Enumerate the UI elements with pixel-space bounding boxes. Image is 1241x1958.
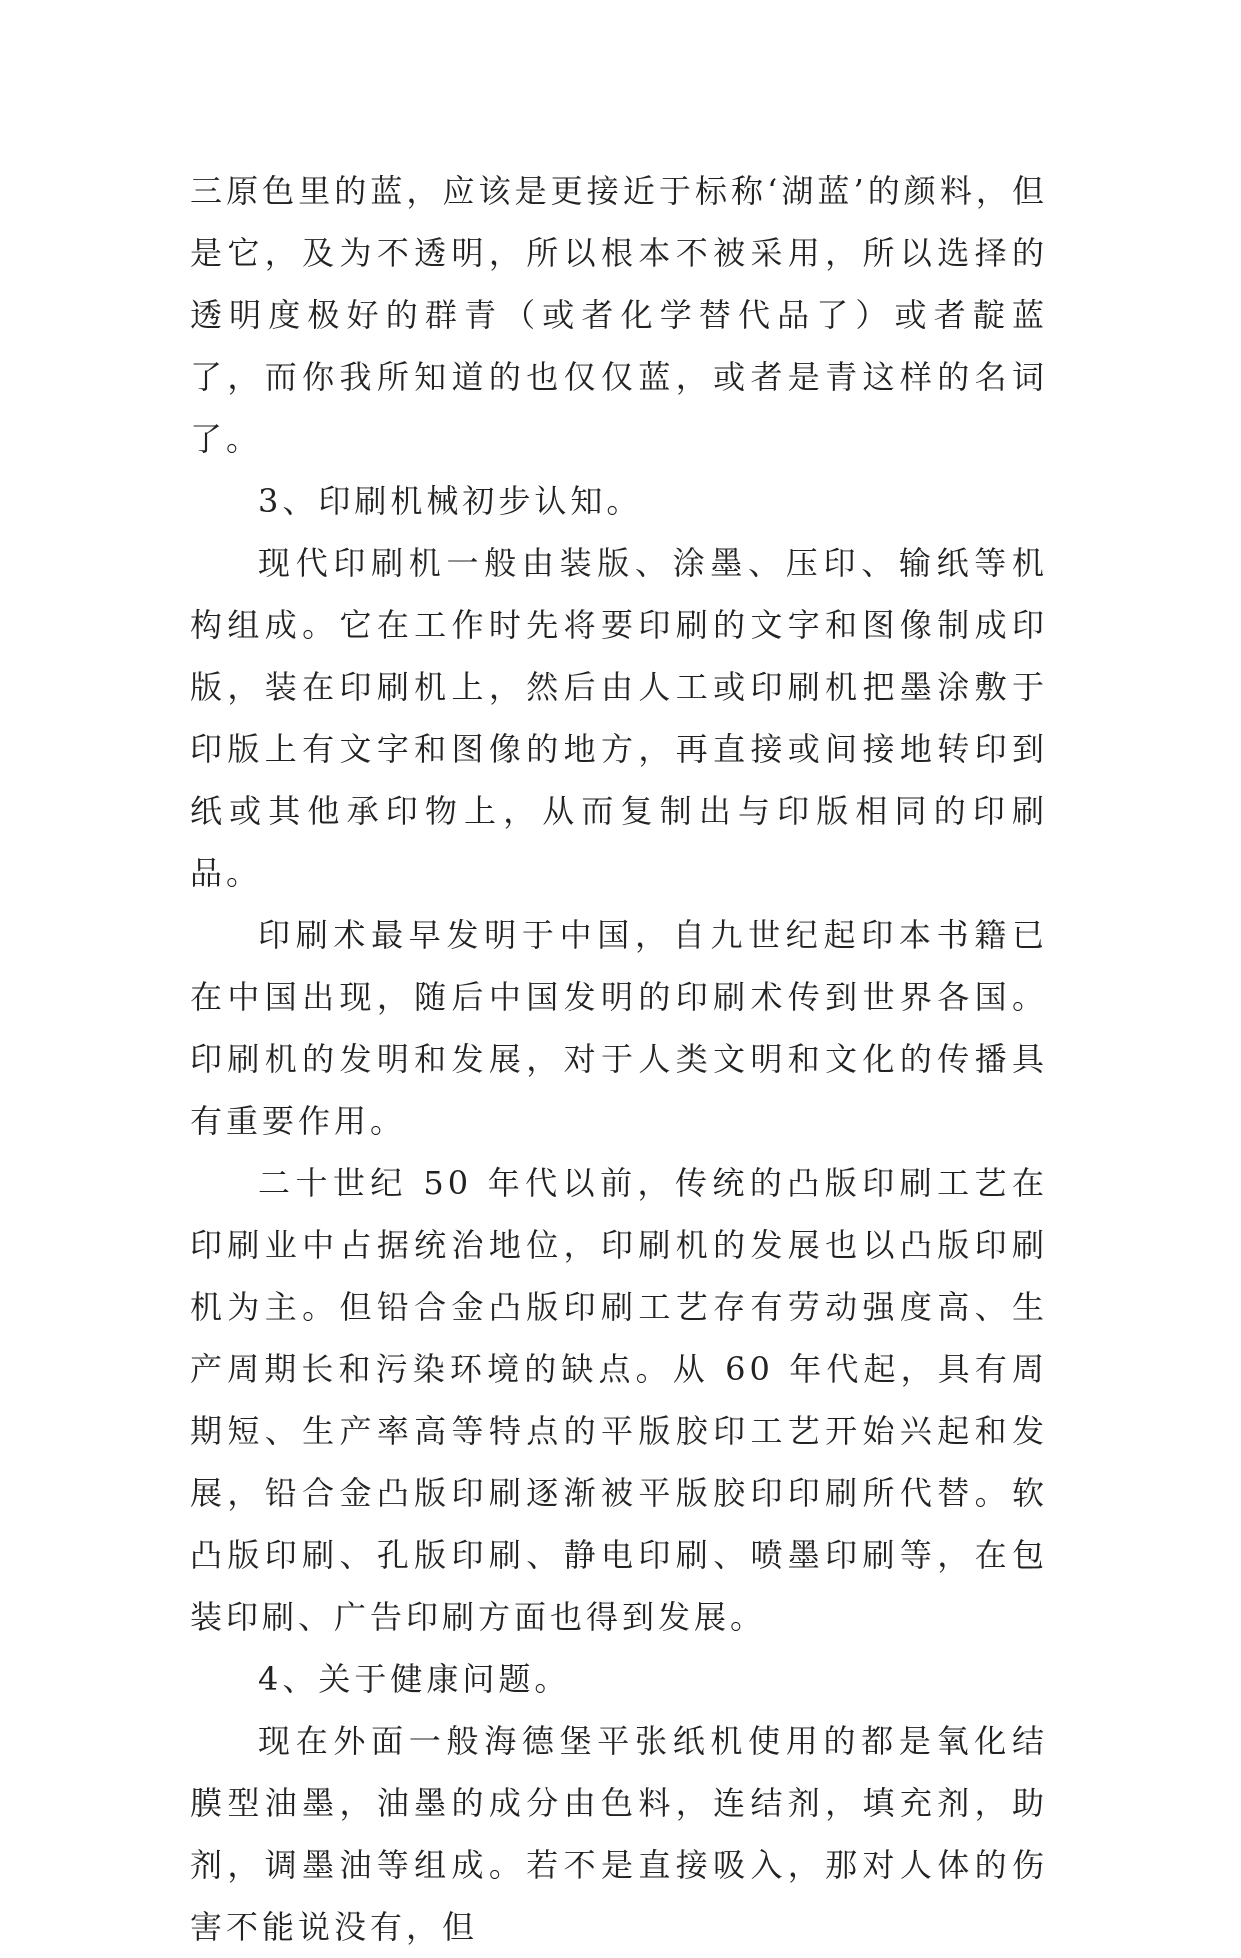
- heading-health-issues: 4、关于健康问题。: [258, 1660, 571, 1698]
- document-page: [190, 160, 1048, 1958]
- paragraph-modern-press: 现代印刷机一般由装版、涂墨、压印、输纸等机构组成。它在工作时先将要印刷的文字和图像制成印版，装在印刷机上，然后由人工或印刷机把墨涂敷于印版上有文字和图像的地方，再直接或间接地转印到纸或其他承印物上，从而复制出与印版相同的印刷品。: [190, 544, 1048, 892]
- paragraph-letterpress-offset: 二十世纪 50 年代以前，传统的凸版印刷工艺在印刷业中占据统治地位，印刷机的发展也以凸版印刷机为主。但铅合金凸版印刷工艺存有劳动强度高、生产周期长和污染环境的缺点。从 60 年代起，具有周期短、生产率高等特点的平版胶印工艺开始兴起和发展，铅合金凸版印刷逐渐被平版胶印印刷所代替。软凸版印刷、孔版印刷、静电印刷、喷墨印刷等，在包装印刷、广告印刷方面也得到发展。: [190, 1164, 1048, 1636]
- paragraph-ink-composition: 现在外面一般海德堡平张纸机使用的都是氧化结膜型油墨，油墨的成分由色料，连结剂，填充剂，助剂，调墨油等组成。若不是直接吸入，那对人体的伤害不能说没有，但: [190, 1722, 1048, 1946]
- heading-printing-machinery: 3、印刷机械初步认知。: [258, 482, 643, 520]
- paragraph-primary-colors-blue: 三原色里的蓝，应该是更接近于标称‘湖蓝’的颜料，但是它，及为不透明，所以根本不被采用，所以选择的透明度极好的群青（或者化学替代品了）或者靛蓝了，而你我所知道的也仅仅蓝，或者是青这样的名词了。: [190, 172, 1048, 458]
- paragraph-printing-history: 印刷术最早发明于中国，自九世纪起印本书籍已在中国出现，随后中国发明的印刷术传到世界各国。印刷机的发明和发展，对于人类文明和文化的传播具有重要作用。: [190, 916, 1048, 1140]
